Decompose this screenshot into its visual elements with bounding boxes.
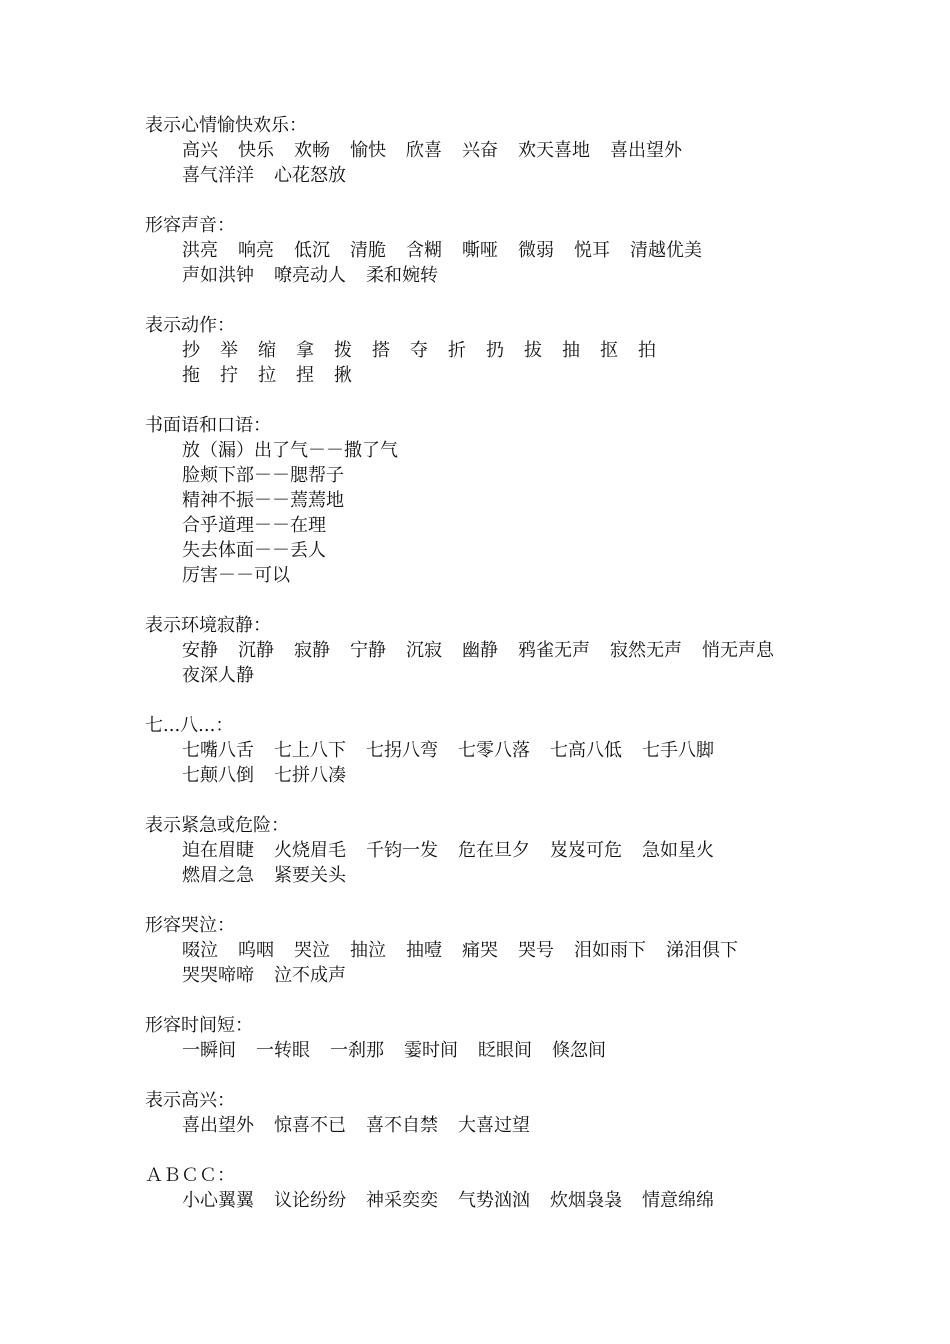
word-item: 一转眼: [256, 1040, 310, 1061]
word-item: 一刹那: [330, 1040, 384, 1061]
word-item: 微弱: [518, 240, 554, 261]
word-item: 泪如雨下: [574, 940, 646, 961]
word-row: [145, 438, 890, 463]
word-row: [145, 513, 890, 538]
word-item: 喜出望外: [182, 1115, 254, 1136]
word-item: 危在旦夕: [458, 840, 530, 861]
word-row: [145, 1038, 890, 1063]
word-item: 迫在眉睫: [182, 840, 254, 861]
category-heading: 表示紧急或危险：: [145, 815, 289, 836]
word-item: 紧要关头: [274, 865, 346, 886]
word-item: 抽噎: [406, 940, 442, 961]
word-item: 合乎道理－－在理: [182, 515, 326, 536]
word-item: 幽静: [462, 640, 498, 661]
word-item: 七零八落: [458, 740, 530, 761]
word-row: [145, 263, 890, 288]
word-item: 含糊: [406, 240, 442, 261]
word-category-section: [145, 313, 890, 388]
word-row: [145, 463, 890, 488]
word-item: 洪亮: [182, 240, 218, 261]
word-category-section: [145, 813, 890, 888]
word-item: 拿: [296, 340, 314, 361]
word-item: 泣不成声: [274, 965, 346, 986]
word-item: 大喜过望: [458, 1115, 530, 1136]
word-item: 欢畅: [294, 140, 330, 161]
word-item: 喜不自禁: [366, 1115, 438, 1136]
word-item: 清越优美: [630, 240, 702, 261]
word-item: 放（漏）出了气－－撒了气: [182, 440, 398, 461]
word-row: [145, 163, 890, 188]
word-item: 精神不振－－蔫蔫地: [182, 490, 344, 511]
word-item: 清脆: [350, 240, 386, 261]
word-row: [145, 538, 890, 563]
word-item: 千钧一发: [366, 840, 438, 861]
word-item: 神采奕奕: [366, 1190, 438, 1211]
word-item: 宁静: [350, 640, 386, 661]
word-item: 拧: [220, 365, 238, 386]
word-item: 火烧眉毛: [274, 840, 346, 861]
category-heading: 书面语和口语：: [145, 415, 271, 436]
word-item: 抽泣: [350, 940, 386, 961]
word-item: 急如星火: [642, 840, 714, 861]
word-item: 高兴: [182, 140, 218, 161]
word-item: 抽: [562, 340, 580, 361]
word-list-container: [145, 113, 890, 1213]
word-item: 缩: [258, 340, 276, 361]
word-item: 燃眉之急: [182, 865, 254, 886]
word-item: 厉害－－可以: [182, 565, 290, 586]
word-row: [145, 1113, 890, 1138]
word-item: 议论纷纷: [274, 1190, 346, 1211]
word-item: 倏忽间: [552, 1040, 606, 1061]
word-item: 安静: [182, 640, 218, 661]
word-item: 拨: [334, 340, 352, 361]
word-item: 惊喜不已: [274, 1115, 346, 1136]
word-item: 失去体面－－丢人: [182, 540, 326, 561]
word-item: 欣喜: [406, 140, 442, 161]
word-item: 哭哭啼啼: [182, 965, 254, 986]
word-item: 寂静: [294, 640, 330, 661]
word-row: [145, 838, 890, 863]
word-row: [145, 738, 890, 763]
word-item: 夺: [410, 340, 428, 361]
word-row: [145, 938, 890, 963]
category-heading: 表示高兴：: [145, 1090, 235, 1111]
word-item: 揪: [334, 365, 352, 386]
word-item: 拔: [524, 340, 542, 361]
word-item: 小心翼翼: [182, 1190, 254, 1211]
category-heading: 七...八...：: [145, 715, 234, 736]
word-item: 喜气洋洋: [182, 165, 254, 186]
word-item: 霎时间: [404, 1040, 458, 1061]
word-item: 抠: [600, 340, 618, 361]
word-category-section: [145, 113, 890, 188]
word-row: [145, 663, 890, 688]
word-item: 七上八下: [274, 740, 346, 761]
word-row: [145, 963, 890, 988]
word-item: 声如洪钟: [182, 265, 254, 286]
word-item: 沉静: [238, 640, 274, 661]
word-item: 嘹亮动人: [274, 265, 346, 286]
word-item: 嘶哑: [462, 240, 498, 261]
word-category-section: [145, 213, 890, 288]
word-item: 捏: [296, 365, 314, 386]
word-item: 折: [448, 340, 466, 361]
word-item: 眨眼间: [478, 1040, 532, 1061]
word-item: 兴奋: [462, 140, 498, 161]
word-item: 低沉: [294, 240, 330, 261]
word-row: [145, 563, 890, 588]
word-item: 悦耳: [574, 240, 610, 261]
word-item: 呜咽: [238, 940, 274, 961]
word-item: 涕泪俱下: [666, 940, 738, 961]
word-category-section: [145, 713, 890, 788]
word-item: 哭号: [518, 940, 554, 961]
word-category-section: [145, 913, 890, 988]
word-item: 寂然无声: [610, 640, 682, 661]
word-category-section: [145, 413, 890, 588]
category-heading: ＡＢＣＣ：: [145, 1165, 235, 1186]
word-item: 拖: [182, 365, 200, 386]
word-item: 一瞬间: [182, 1040, 236, 1061]
word-row: [145, 763, 890, 788]
word-item: 沉寂: [406, 640, 442, 661]
word-item: 情意绵绵: [642, 1190, 714, 1211]
word-item: 啜泣: [182, 940, 218, 961]
word-item: 七颠八倒: [182, 765, 254, 786]
word-item: 脸颊下部－－腮帮子: [182, 465, 344, 486]
word-item: 欢天喜地: [518, 140, 590, 161]
word-item: 夜深人静: [182, 665, 254, 686]
word-row: [145, 238, 890, 263]
word-item: 七嘴八舌: [182, 740, 254, 761]
word-category-section: [145, 1088, 890, 1138]
word-item: 七高八低: [550, 740, 622, 761]
word-item: 心花怒放: [274, 165, 346, 186]
word-row: [145, 863, 890, 888]
category-heading: 形容时间短：: [145, 1015, 253, 1036]
word-row: [145, 488, 890, 513]
word-item: 举: [220, 340, 238, 361]
word-item: 抄: [182, 340, 200, 361]
word-item: 鸦雀无声: [518, 640, 590, 661]
word-item: 哭泣: [294, 940, 330, 961]
word-item: 快乐: [238, 140, 274, 161]
word-item: 七拼八凑: [274, 765, 346, 786]
category-heading: 表示环境寂静：: [145, 615, 271, 636]
category-heading: 形容哭泣：: [145, 915, 235, 936]
word-item: 悄无声息: [702, 640, 774, 661]
category-heading: 表示心情愉快欢乐：: [145, 115, 307, 136]
word-row: [145, 363, 890, 388]
word-item: 拉: [258, 365, 276, 386]
word-category-section: [145, 613, 890, 688]
word-item: 柔和婉转: [366, 265, 438, 286]
word-row: [145, 638, 890, 663]
word-item: 扔: [486, 340, 504, 361]
word-item: 痛哭: [462, 940, 498, 961]
word-row: [145, 1188, 890, 1213]
word-category-section: [145, 1013, 890, 1063]
word-item: 愉快: [350, 140, 386, 161]
word-item: 气势汹汹: [458, 1190, 530, 1211]
category-heading: 表示动作：: [145, 315, 235, 336]
category-heading: 形容声音：: [145, 215, 235, 236]
word-row: [145, 138, 890, 163]
word-item: 搭: [372, 340, 390, 361]
word-item: 岌岌可危: [550, 840, 622, 861]
word-row: [145, 338, 890, 363]
word-category-section: [145, 1163, 890, 1213]
word-item: 响亮: [238, 240, 274, 261]
word-item: 炊烟袅袅: [550, 1190, 622, 1211]
word-item: 喜出望外: [610, 140, 682, 161]
word-item: 拍: [638, 340, 656, 361]
word-item: 七手八脚: [642, 740, 714, 761]
word-item: 七拐八弯: [366, 740, 438, 761]
